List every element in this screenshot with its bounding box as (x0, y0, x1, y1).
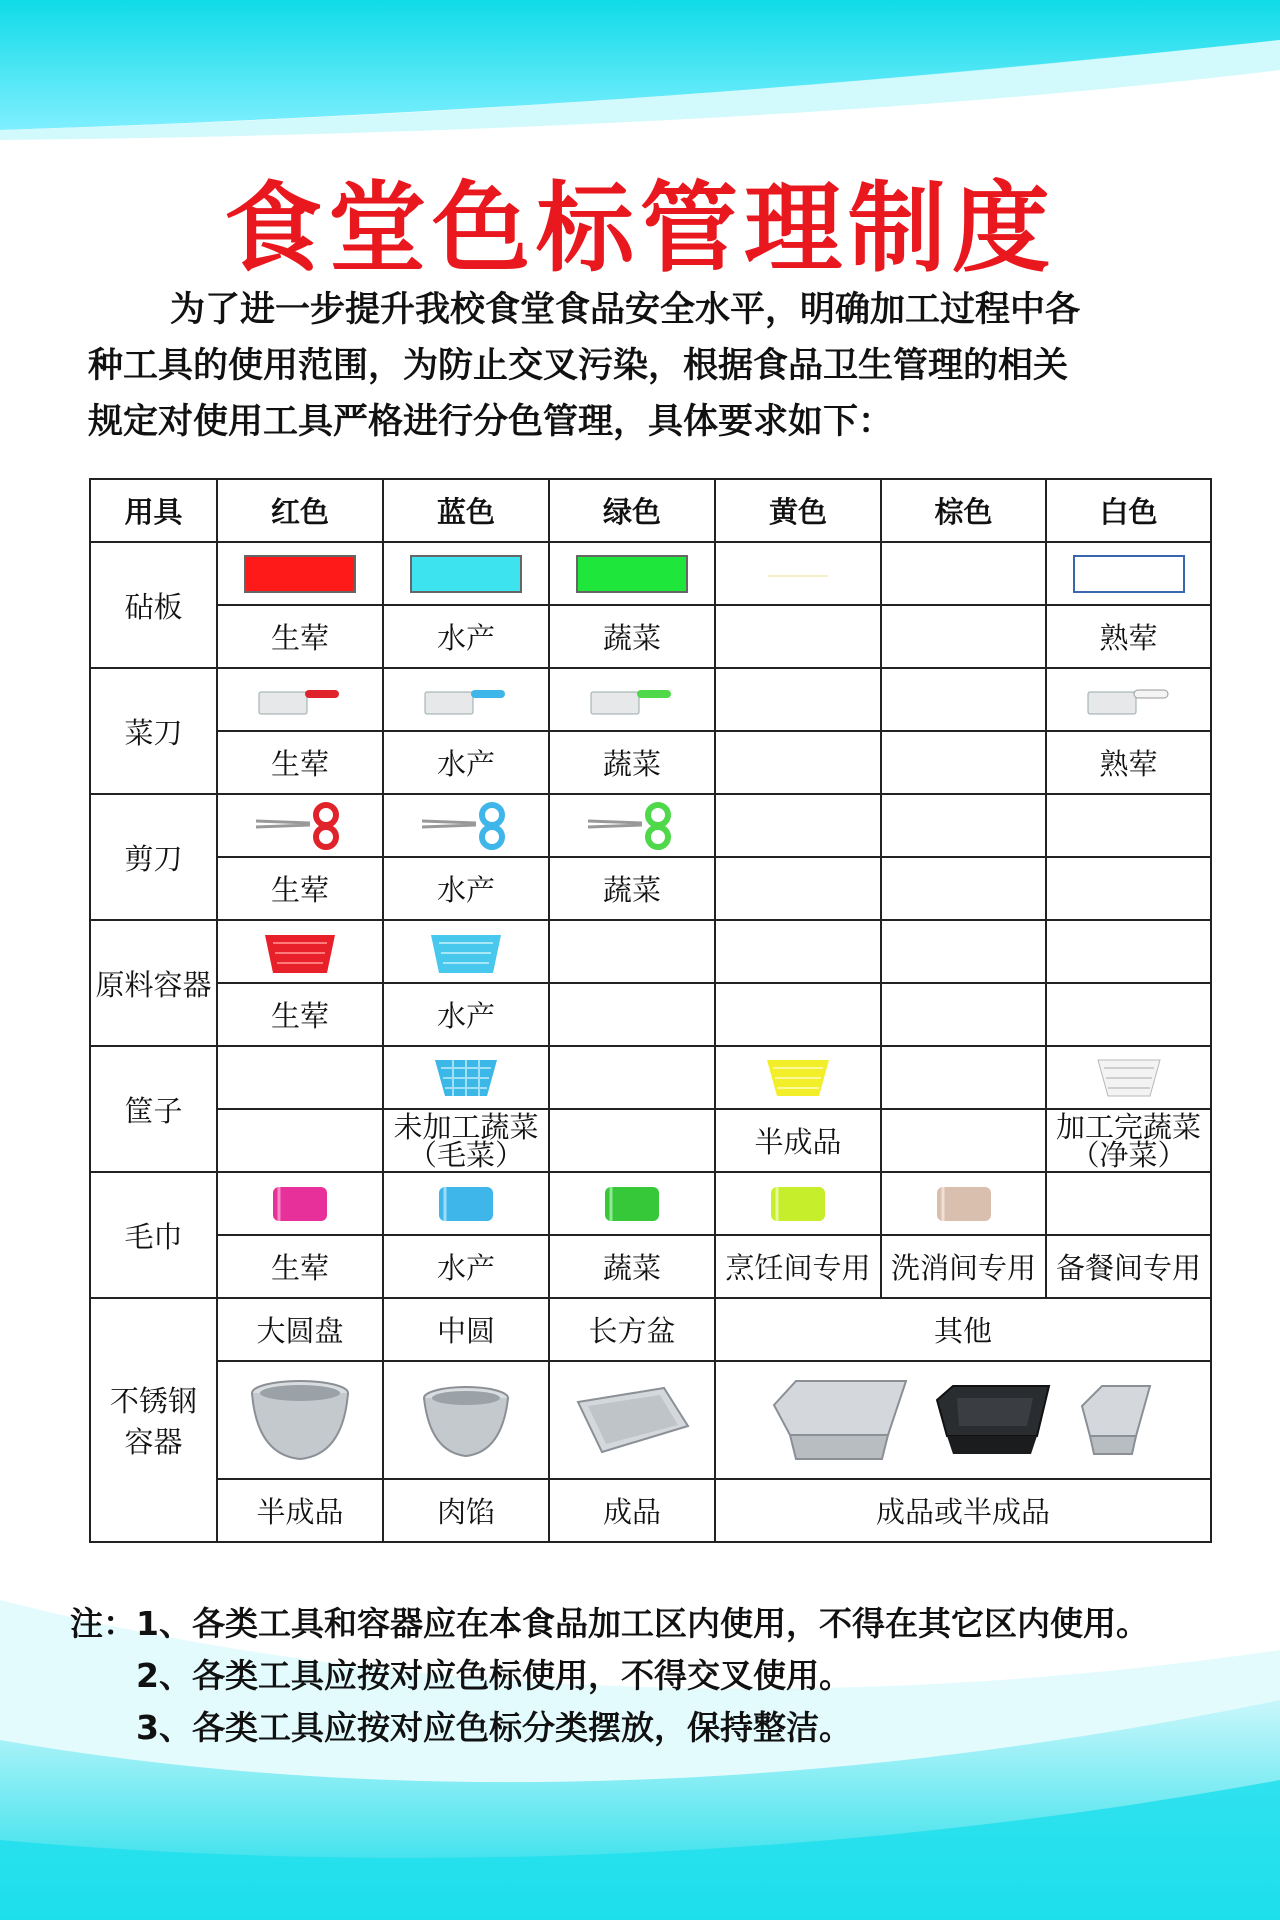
cell-empty (881, 731, 1046, 794)
brown-towel-icon (931, 1181, 997, 1227)
page-title: 食堂色标管理制度 (223, 172, 1056, 286)
red-scissors-icon (252, 801, 348, 851)
table-row (90, 668, 1211, 731)
cell-empty (715, 983, 881, 1046)
cell-image (217, 794, 383, 857)
cell-use: 蔬菜 (549, 857, 715, 920)
cell-use: 水产 (383, 857, 549, 920)
cell-image (383, 920, 549, 983)
cell-image (1046, 1046, 1211, 1109)
cell-use: 蔬菜 (549, 605, 715, 668)
large-bowl-icon (245, 1375, 355, 1465)
blue-towel-icon (433, 1181, 499, 1227)
cell-image-other (715, 1361, 1211, 1479)
cell-use: 熟荤 (1046, 605, 1211, 668)
green-swatch (576, 555, 688, 593)
cell-image (715, 1046, 881, 1109)
cell-empty (881, 920, 1046, 983)
row-label-container: 原料容器 (90, 920, 217, 1046)
cell-image (217, 1361, 383, 1479)
cell-image (715, 1172, 881, 1235)
row-label-towel: 毛巾 (90, 1172, 217, 1298)
cell-swatch-blue (383, 542, 549, 605)
notes-section (70, 1598, 1260, 1754)
table-row (90, 1361, 1211, 1479)
cell-empty (715, 857, 881, 920)
table-row (90, 983, 1211, 1046)
cell-image (881, 1172, 1046, 1235)
cell-image (217, 668, 383, 731)
cell-use: 蔬菜 (549, 1235, 715, 1298)
cell-use: 熟荤 (1046, 731, 1211, 794)
cell-use: 生荤 (217, 605, 383, 668)
table-row (90, 731, 1211, 794)
steel-label-line-2: 容器 (124, 1425, 183, 1459)
intro-line-3: 规定对使用工具严格进行分色管理，具体要求如下： (88, 402, 894, 442)
header-white: 白色 (1046, 479, 1211, 542)
row-label-basket: 筐子 (90, 1046, 217, 1172)
red-knife-icon (257, 684, 343, 718)
cell-use: 蔬菜 (549, 731, 715, 794)
green-knife-icon (589, 684, 675, 718)
white-basket-use-line-1: 加工完蔬菜 (1055, 1109, 1201, 1144)
cell-image (383, 668, 549, 731)
intro-line-2: 种工具的使用范围，为防止交叉污染，根据食品卫生管理的相关 (88, 346, 1069, 386)
cell-use: 水产 (383, 731, 549, 794)
blue-basket-use-line-2: （毛菜） (407, 1137, 524, 1172)
table-row (90, 1479, 1211, 1542)
square-tray-icon (770, 1375, 910, 1465)
cell-empty (881, 857, 1046, 920)
white-basket-use-line-2: （净菜） (1070, 1137, 1187, 1172)
green-towel-icon (599, 1181, 665, 1227)
header-tool: 用具 (90, 479, 217, 542)
table-row (90, 605, 1211, 668)
cell-use: 烹饪间专用 (715, 1235, 881, 1298)
cell-image (383, 1172, 549, 1235)
cell-use: 洗消间专用 (881, 1235, 1046, 1298)
table-row (90, 1172, 1211, 1235)
cell-empty (1046, 983, 1211, 1046)
row-label-cutting-board: 砧板 (90, 542, 217, 668)
cell-use: 生荤 (217, 731, 383, 794)
cell-empty (715, 668, 881, 731)
yellow-basket-icon (763, 1054, 833, 1102)
cell-empty (715, 605, 881, 668)
cell-use: 水产 (383, 1235, 549, 1298)
header-yellow: 黄色 (715, 479, 881, 542)
table-row (90, 1298, 1211, 1361)
cell-image (1046, 668, 1211, 731)
table-row (90, 794, 1211, 857)
header-brown: 棕色 (881, 479, 1046, 542)
cell-empty (549, 920, 715, 983)
cell-empty (881, 542, 1046, 605)
red-towel-icon (267, 1181, 333, 1227)
intro-paragraph (88, 282, 1198, 450)
cell-swatch-red (217, 542, 383, 605)
cell-use: 生荤 (217, 1235, 383, 1298)
cell-image (549, 1172, 715, 1235)
header-blue: 蓝色 (383, 479, 549, 542)
cell-use: 肉馅 (383, 1479, 549, 1542)
blue-swatch (410, 555, 522, 593)
cell-use: 成品或半成品 (715, 1479, 1211, 1542)
cell-use: 半成品 (715, 1109, 881, 1172)
header-red: 红色 (217, 479, 383, 542)
table-row (90, 1235, 1211, 1298)
cell-image (383, 1046, 549, 1109)
blue-crate-icon (427, 927, 505, 977)
white-knife-icon (1086, 684, 1172, 718)
cell-use: 生荤 (217, 983, 383, 1046)
note-1: 注：1、各类工具和容器应在本食品加工区内使用，不得在其它区内使用。 (70, 1604, 1149, 1643)
cell-empty (549, 1046, 715, 1109)
cell-empty (715, 920, 881, 983)
cell-empty (715, 542, 881, 605)
steel-label-line-1: 不锈钢 (109, 1384, 197, 1418)
cell-empty (881, 1046, 1046, 1109)
cell-use: 半成品 (217, 1479, 383, 1542)
red-crate-icon (261, 927, 339, 977)
note-2: 2、各类工具应按对应色标使用，不得交叉使用。 (136, 1656, 852, 1695)
table-row (90, 920, 1211, 983)
green-scissors-icon (584, 801, 680, 851)
rectangular-tray-icon (572, 1382, 692, 1458)
red-swatch (244, 555, 356, 593)
cell-empty (715, 794, 881, 857)
cell-use: 备餐间专用 (1046, 1235, 1211, 1298)
cell-empty (1046, 920, 1211, 983)
cell-swatch-green (549, 542, 715, 605)
header-green: 绿色 (549, 479, 715, 542)
cell-steel-header: 其他 (715, 1298, 1211, 1361)
cell-image (549, 794, 715, 857)
cell-image (383, 794, 549, 857)
note-3: 3、各类工具应按对应色标分类摆放，保持整洁。 (136, 1708, 852, 1747)
black-tray-icon (933, 1380, 1053, 1460)
yellow-line-mark (768, 575, 828, 577)
cell-empty (881, 794, 1046, 857)
table-row (90, 542, 1211, 605)
cell-use: 成品 (549, 1479, 715, 1542)
row-label-scissors: 剪刀 (90, 794, 217, 920)
table-row (90, 1046, 1211, 1109)
cell-empty (715, 731, 881, 794)
cell-image (383, 1361, 549, 1479)
cell-empty (549, 983, 715, 1046)
cell-image (549, 668, 715, 731)
cell-image (549, 1361, 715, 1479)
cell-use-blue-basket (383, 1109, 549, 1172)
cell-use: 水产 (383, 983, 549, 1046)
yellow-towel-icon (765, 1181, 831, 1227)
small-square-tray-icon (1076, 1380, 1156, 1460)
cell-use: 水产 (383, 605, 549, 668)
white-basket-icon (1094, 1054, 1164, 1102)
table-row (90, 857, 1211, 920)
cell-steel-header: 大圆盘 (217, 1298, 383, 1361)
cell-empty (881, 668, 1046, 731)
cell-empty (881, 983, 1046, 1046)
cell-empty (1046, 1172, 1211, 1235)
color-code-table (89, 478, 1212, 1543)
white-swatch (1073, 555, 1185, 593)
cell-image (217, 920, 383, 983)
cell-empty (1046, 857, 1211, 920)
intro-line-1: 为了进一步提升我校食堂食品安全水平，明确加工过程中各 (170, 290, 1081, 330)
cell-steel-header: 长方盆 (549, 1298, 715, 1361)
cell-use: 生荤 (217, 857, 383, 920)
cell-swatch-white (1046, 542, 1211, 605)
cell-empty (217, 1109, 383, 1172)
cell-empty (1046, 794, 1211, 857)
cell-image (217, 1172, 383, 1235)
blue-basket-use-line-1: 未加工蔬菜 (393, 1109, 539, 1144)
cell-empty (549, 1109, 715, 1172)
table-row (90, 1109, 1211, 1172)
cell-empty (217, 1046, 383, 1109)
row-label-steel (90, 1298, 217, 1542)
medium-bowl-icon (418, 1380, 514, 1460)
cell-steel-header: 中圆 (383, 1298, 549, 1361)
row-label-knife: 菜刀 (90, 668, 217, 794)
blue-knife-icon (423, 684, 509, 718)
blue-scissors-icon (418, 801, 514, 851)
blue-basket-icon (431, 1054, 501, 1102)
cell-empty (881, 1109, 1046, 1172)
cell-use-white-basket (1046, 1109, 1211, 1172)
table-header-row (90, 479, 1211, 542)
cell-empty (881, 605, 1046, 668)
